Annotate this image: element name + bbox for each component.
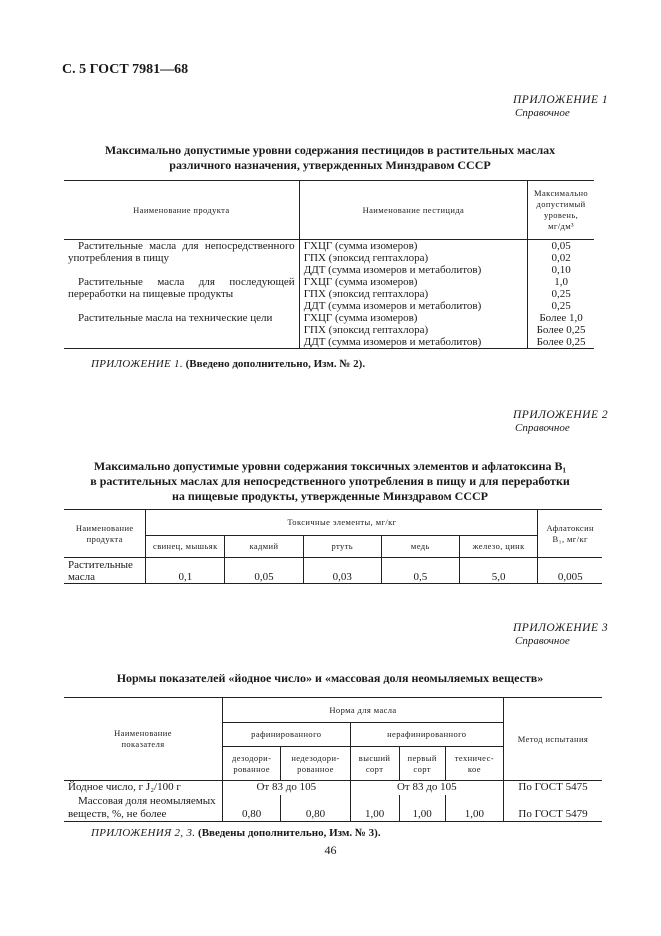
col-product: [64, 510, 146, 558]
col-pesticide: Наименование пестицида: [299, 181, 527, 240]
cell-pesticide: ГПХ (эпоксид гептахлора): [299, 324, 527, 336]
subcol: свинец, мышьяк: [146, 536, 225, 558]
cell-value: 0,03: [303, 558, 381, 584]
appendix1-title: [60, 143, 600, 173]
col-line: дезодори-: [232, 752, 272, 763]
col-aflatoxin: [538, 510, 602, 558]
col-product: Наименование продукта: [64, 181, 299, 240]
appendix1-label: ПРИЛОЖЕНИЕ 1: [513, 94, 609, 106]
appendix3-label: ПРИЛОЖЕНИЕ 3: [513, 622, 609, 634]
note-bold: (Введены дополнительно, Изм. № 3).: [198, 827, 381, 839]
cell-level: 1,0: [554, 276, 568, 288]
col-line: продукта: [86, 533, 123, 544]
title-line: различного назначения, утвержденных Минздравом СССР: [169, 158, 491, 172]
cell-level: Более 1,0: [539, 312, 583, 324]
row-name: [64, 795, 223, 822]
cell-value: От 83 до 105: [223, 781, 351, 795]
col-line: первый: [407, 752, 437, 763]
subcol: [350, 747, 399, 781]
col-level-line: уровень,: [543, 210, 579, 220]
appendix2-title: [60, 459, 600, 504]
row-name: Йодное число, г J₂/100 г: [64, 781, 223, 795]
cell-value: 1,00: [445, 795, 503, 822]
subcol: [281, 747, 350, 781]
row-line: Массовая доля неомыляемых: [78, 794, 216, 807]
col-norm: Норма для масла: [223, 698, 504, 723]
col-line: высший: [358, 752, 391, 763]
cell-pesticide: ДДТ (сумма изомеров и метаболитов): [299, 336, 527, 349]
col-line: Афлатоксин: [546, 522, 594, 533]
col-name: [64, 698, 223, 781]
cell-value: 1,00: [350, 795, 399, 822]
col-group: Токсичные элементы, мг/кг: [146, 510, 538, 536]
cell-level: 0,10: [551, 264, 571, 276]
cell-product: [64, 336, 299, 349]
cell-product: употребления в пищу: [68, 252, 170, 264]
col-line: сорт: [365, 763, 384, 774]
appendix2-label: ПРИЛОЖЕНИЕ 2: [513, 409, 609, 421]
cell-pesticide: ДДТ (сумма изомеров и метаболитов): [299, 300, 527, 312]
col-line: кое: [467, 763, 481, 774]
cell-pesticide: ГХЦГ (сумма изомеров): [299, 312, 527, 324]
note-italic: ПРИЛОЖЕНИЕ 1.: [91, 358, 183, 370]
cell-value: 0,80: [281, 795, 350, 822]
cell-level: 0,25: [551, 288, 571, 300]
col-level: [528, 181, 594, 240]
cell-product: [64, 300, 299, 312]
cell-product: Растительные масла для непосредственного: [78, 240, 295, 252]
cell-level: Более 0,25: [528, 336, 594, 349]
cell-product: Растительные масла на технические цели: [78, 312, 273, 324]
cell-product: [64, 264, 299, 276]
iodine-table: [64, 697, 602, 822]
note-bold: (Введено дополнительно, Изм. № 2).: [185, 358, 366, 370]
title-line: Максимально допустимые уровни содержания токсичных элементов и афлатоксина B₁: [93, 459, 567, 473]
cell-level: Более 0,25: [536, 324, 586, 336]
cell-value: 5,0: [459, 558, 538, 584]
cell-product: Растительные масла для последующей: [78, 276, 295, 288]
col-line: техничес-: [454, 752, 494, 763]
subcol: [399, 747, 445, 781]
subcol: [445, 747, 503, 781]
subcol: ртуть: [303, 536, 381, 558]
col-refined: рафинированного: [223, 723, 351, 747]
cell-pesticide: ГХЦГ (сумма изомеров): [299, 276, 527, 288]
cell-value: 1,00: [399, 795, 445, 822]
row-line: веществ, %, не более: [68, 807, 167, 820]
cell-product: переработки на пищевые продукты: [68, 288, 234, 300]
appendix1-note: [91, 358, 365, 370]
row-line: масла: [68, 570, 96, 583]
row-line: Растительные: [68, 558, 133, 571]
cell-pesticide: ГХЦГ (сумма изомеров): [299, 240, 527, 253]
cell-method: По ГОСТ 5475: [504, 781, 603, 795]
page-number: 46: [324, 843, 337, 857]
cell-level: 0,05: [551, 240, 571, 252]
cell-product: [64, 324, 299, 336]
cell-level: 0,25: [551, 300, 571, 312]
appendix1-sub: Справочное: [515, 107, 570, 119]
cell-value: 0,5: [381, 558, 459, 584]
appendix2-sub: Справочное: [515, 422, 570, 434]
cell-value: 0,05: [225, 558, 304, 584]
note-italic: ПРИЛОЖЕНИЯ 2, 3.: [91, 827, 196, 839]
subcol: медь: [381, 536, 459, 558]
col-level-line: мг/дм³: [548, 221, 575, 231]
subcol: кадмий: [225, 536, 304, 558]
title-line: на пищевые продукты, утвержденные Минздравом СССР: [171, 489, 489, 503]
cell-method: По ГОСТ 5479: [504, 795, 603, 822]
cell-pesticide: ДДТ (сумма изомеров и метаболитов): [299, 264, 527, 276]
cell-pesticide: ГПХ (эпоксид гептахлора): [299, 288, 527, 300]
col-line: рованное: [233, 763, 270, 774]
col-line: B₁, мг/кг: [552, 533, 588, 544]
col-line: недезодори-: [291, 752, 340, 763]
cell-value: От 83 до 105: [350, 781, 503, 795]
col-line: показателя: [121, 739, 165, 749]
page-header: С. 5 ГОСТ 7981—68: [62, 62, 189, 77]
appendix3-title: Нормы показателей «йодное число» и «массовая доля неомыляемых веществ»: [116, 671, 544, 685]
cell-level: 0,02: [551, 252, 571, 264]
cell-pesticide: ГПХ (эпоксид гептахлора): [299, 252, 527, 264]
appendix3-note: [91, 827, 381, 839]
col-line: рованное: [297, 763, 334, 774]
appendix3-sub: Справочное: [515, 635, 570, 647]
col-level-line: допустимый: [536, 199, 586, 209]
cell-value: 0,005: [538, 558, 602, 584]
col-unrefined: нерафинированного: [350, 723, 503, 747]
row-product: [64, 558, 146, 584]
col-line: Наименование: [75, 522, 134, 533]
col-level-line: Максимально: [534, 188, 589, 198]
title-line: в растительных маслах для непосредственного употребления в пищу и для переработки: [90, 474, 570, 488]
subcol: железо, цинк: [459, 536, 538, 558]
cell-value: 0,80: [223, 795, 281, 822]
col-method: Метод испытания: [504, 698, 603, 781]
cell-value: 0,1: [146, 558, 225, 584]
col-line: сорт: [413, 763, 431, 774]
pesticide-table: [64, 180, 594, 349]
col-line: Наименование: [114, 728, 172, 738]
title-line: Максимально допустимые уровни содержания пестицидов в растительных маслах: [104, 143, 556, 157]
toxic-elements-table: [64, 509, 602, 584]
subcol: [223, 747, 281, 781]
